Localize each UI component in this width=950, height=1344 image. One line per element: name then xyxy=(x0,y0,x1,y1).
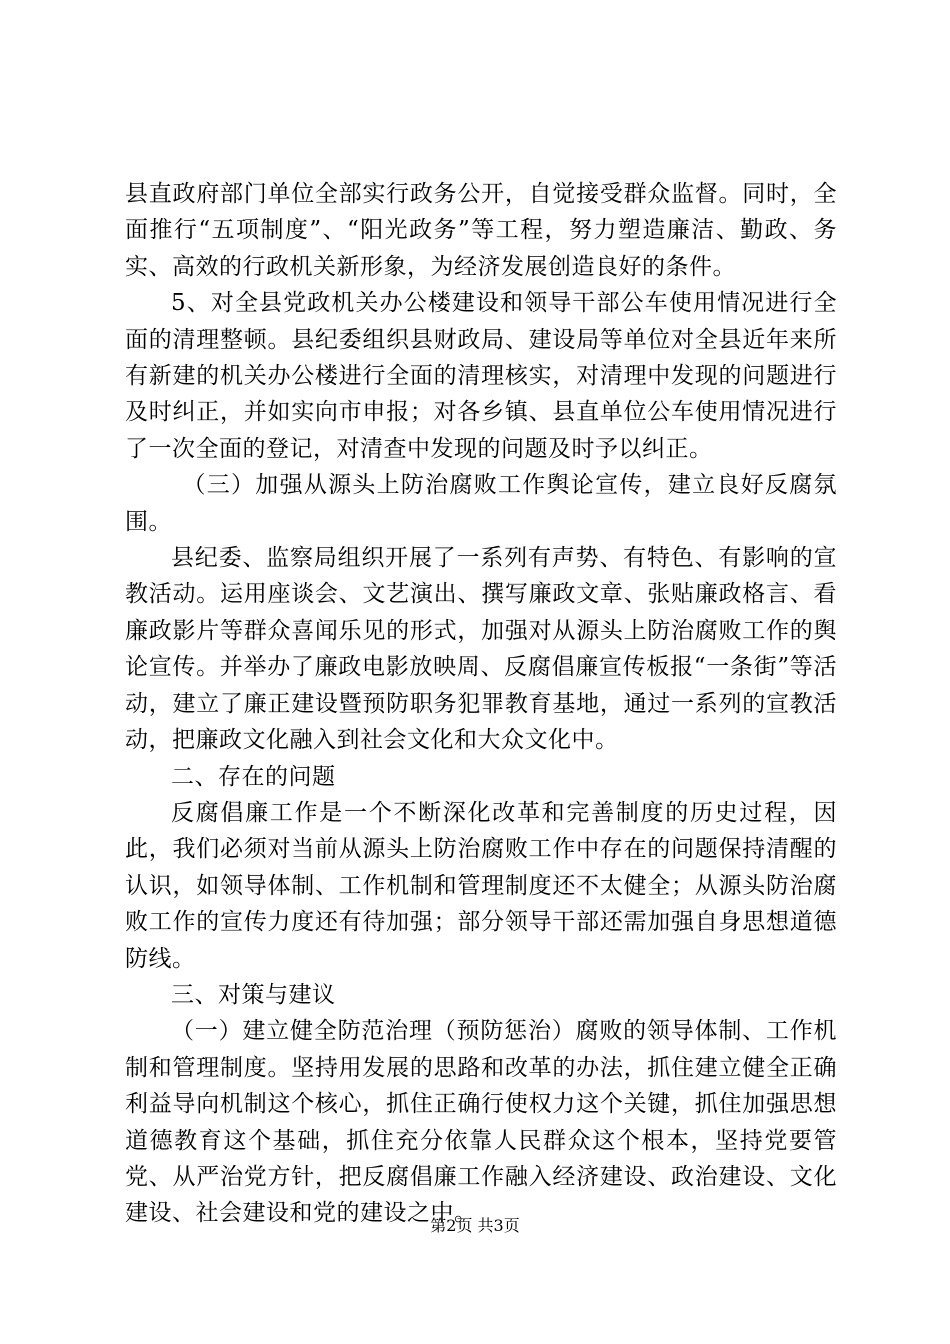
document-body xyxy=(125,176,837,1232)
paragraph-suggestion-1: （一）建立健全防范治理（预防惩治）腐败的领导体制、工作机制和管理制度。坚持用发展的思路和改革的办法，抓住建立健全正确利益导向机制这个核心，抓住正确行使权力这个关键，抓住加强思想道德教育这个基础，抓住充分依靠人民群众这个根本，坚持党要管党、从严治党方针，把反腐倡廉工作融入经济建设、政治建设、文化建设、社会建设和党的建设之中。 xyxy=(125,1018,837,1227)
paragraph-publicity: 县纪委、监察局组织开展了一系列有声势、有特色、有影响的宣教活动。运用座谈会、文艺演出、撰写廉政文章、张贴廉政格言、看廉政影片等群众喜闻乐见的形式，加强对从源头上防治腐败工作的舆论宣传。并举办了廉政电影放映周、反腐倡廉宣传板报“一条街”等活动，建立了廉正建设暨预防职务犯罪教育基地，通过一系列的宣教活动，把廉政文化融入到社会文化和大众文化中。 xyxy=(125,545,837,754)
heading-suggestions: 三、对策与建议 xyxy=(171,981,336,1008)
paragraph-problems: 反腐倡廉工作是一个不断深化改革和完善制度的历史过程，因此，我们必须对当前从源头上防治腐败工作中存在的问题保持清醒的认识，如领导体制、工作机制和管理制度还不太健全；从源头防治腐败工作的宣传力度还有待加强；部分领导干部还需加强自身思想道德防线。 xyxy=(125,799,837,972)
page-footer: 第2页 共3页 xyxy=(430,1216,520,1235)
paragraph-item-5: 5、对全县党政机关办公楼建设和领导干部公车使用情况进行全面的清理整顿。县纪委组织县财政局、建设局等单位对全县近年来所有新建的机关办公楼进行全面的清理核实，对清理中发现的问题进行及时纠正，并如实向市申报；对各乡镇、县直单位公车使用情况进行了一次全面的登记，对清查中发现的问题及时予以纠正。 xyxy=(125,290,837,462)
heading-problems: 二、存在的问题 xyxy=(171,763,336,790)
paragraph-continuation: 县直政府部门单位全部实行政务公开，自觉接受群众监督。同时，全面推行“五项制度”、“阳光政务”等工程，努力塑造廉洁、勤政、务实、高效的行政机关新形象，为经济发展创造良好的条件。 xyxy=(125,181,837,280)
section-heading-3: （三）加强从源头上防治腐败工作舆论宣传，建立良好反腐氛围。 xyxy=(125,472,837,535)
